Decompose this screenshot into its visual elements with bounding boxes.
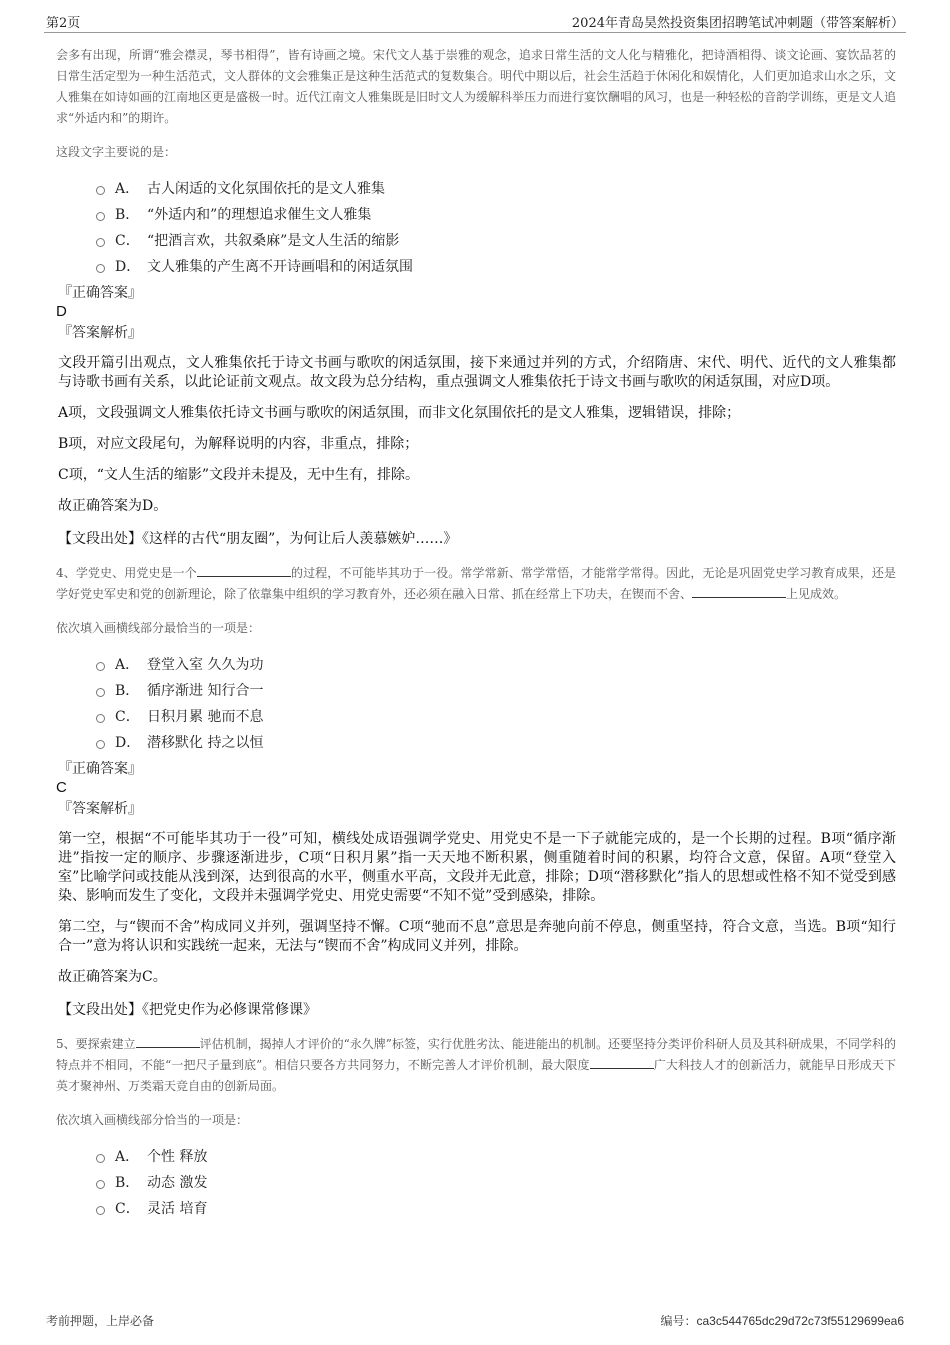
page-footer [44,1312,906,1330]
analysis-paragraph: 文段开篇引出观点，文人雅集依托于诗文书画与歌吹的闲适氛围，接下来通过并列的方式，介绍隋唐、宋代、明代、近代的文人雅集都与诗歌书画有关系，以此论证前文观点。故文段为总分结构，重点强调文人雅集依托于诗文书画与歌吹的闲适氛围，对应D项。 [58,355,896,390]
question-3 [56,45,896,549]
question-3-ask: 这段文字主要说的是： [56,145,177,159]
option-text: “把酒言欢，共叙桑麻”是文人生活的缩影 [147,233,400,249]
option-a[interactable]: A． 个性 释放 [96,1143,896,1169]
option-text: “外适内和”的理想追求催生文人雅集 [147,207,372,223]
question-5 [56,1034,896,1221]
question-3-options [96,175,896,279]
option-text: 潜移默化 持之以恒 [147,735,264,751]
question-3-passage: 会多有出现，所谓“雅会襟灵，琴书相得”，皆有诗画之境。宋代文人基于崇雅的观念，追求日常生活的文人化与精雅化，把诗酒相得、谈文论画、宴饮品茗的日常生活定型为一种生活范式，文人群体的文会雅集正是这种生活范式的复数集合。明代中期以后，社会生活趋于休闲化和娱情化，人们更加追求山水之乐，文人雅集在如诗如画的江南地区更是盛极一时。近代江南文人雅集既是旧时文人为缓解科举压力而进行宴饮酬唱的风习，也是一种轻松的音韵学训练，更是文人追求“外适内和”的期许。 [56,48,897,125]
option-b[interactable]: B． 动态 激发 [96,1169,896,1195]
radio-icon[interactable] [96,688,105,697]
option-text: 登堂入室 久久为功 [147,657,264,673]
source-label: 【文段出处】 [58,1002,142,1018]
option-b[interactable]: B． 循序渐进 知行合一 [96,677,896,703]
fill-blank[interactable] [590,1055,654,1069]
analysis-paragraph: 第二空，与“锲而不舍”构成同义并列，强调坚持不懈。C项“驰而不息”意思是奔驰向前不停息，侧重坚持，符合文意，当选。B项“知行合一”意为将认识和实践统一起来，无法与“锲而不舍”构成同义并列，排除。 [58,919,896,954]
source-title: 《把党史作为必修课常修课》 [142,1002,317,1018]
option-c[interactable]: C． 日积月累 驰而不息 [96,703,896,729]
radio-icon[interactable] [96,264,105,273]
analysis-paragraph: A项，文段强调文人雅集依托诗文书画与歌吹的闲适氛围，而非文化氛围依托的是文人雅集，逻辑错误，排除； [58,405,741,421]
option-text: 文人雅集的产生离不开诗画唱和的闲适氛围 [147,259,413,275]
fill-blank[interactable] [136,1034,200,1048]
radio-icon[interactable] [96,1180,105,1189]
question-4-ask: 依次填入画横线部分最恰当的一项是： [56,621,261,635]
analysis-paragraph: 故正确答案为D。 [58,498,168,514]
option-text: 动态 激发 [147,1175,208,1191]
radio-icon[interactable] [96,238,105,247]
document-code [660,1312,904,1329]
page-header [44,12,906,33]
answer-value: C [56,779,67,796]
option-a[interactable]: A． 古人闲适的文化氛围依托的是文人雅集 [96,175,896,201]
analysis-label: 『答案解析』 [58,325,142,341]
fill-blank[interactable] [692,584,786,598]
radio-icon[interactable] [96,1154,105,1163]
answer-label: 『正确答案』 [58,285,142,301]
option-b[interactable]: B． “外适内和”的理想追求催生文人雅集 [96,201,896,227]
question-4-passage: 4、学党史、用党史是一个 的过程，不可能毕其功于一役。常学常新、常学常悟，才能常学常得。因此，无论是巩固党史学习教育成果，还是学好党史军史和党的创新理论，除了依靠集中组织的学习教育外，还必须在融入日常、抓在经常上下功夫，在锲而不舍、 上见成效。 [56,563,896,605]
page-number: 第2页 [46,16,81,31]
option-text: 循序渐进 知行合一 [147,683,264,699]
analysis-paragraph: B项，对应文段尾句，为解释说明的内容，非重点，排除； [58,436,419,452]
radio-icon[interactable] [96,662,105,671]
source-label: 【文段出处】 [58,531,142,547]
analysis-label: 『答案解析』 [58,801,142,817]
analysis-paragraph: C项，“文人生活的缩影”文段并未提及，无中生有，排除。 [58,467,420,483]
radio-icon[interactable] [96,714,105,723]
analysis-paragraph: 第一空，根据“不可能毕其功于一役”可知，横线处成语强调学党史、用党史不是一下子就能完成的，是一个长期的过程。B项“循序渐进”指按一定的顺序、步骤逐渐进步，C项“日积月累”指一天天地不断积累，侧重随着时间的积累，均符合文意，保留。A项“登堂入室”比喻学问或技能从浅到深，达到很高的水平，侧重水平高，文段并无此意，排除；D项“潜移默化”指人的思想或性格不知不觉受到感染、影响而发生了变化，文段并未强调学党史、用党史需要“不知不觉”受到感染，排除。 [58,831,896,904]
radio-icon[interactable] [96,740,105,749]
footer-slogan: 考前押题，上岸必备 [46,1314,155,1328]
radio-icon[interactable] [96,1206,105,1215]
option-text: 个性 释放 [147,1149,208,1165]
option-text: 灵活 培育 [147,1201,208,1217]
fill-blank[interactable] [197,563,291,577]
question-5-passage: 5、要探索建立 评估机制，揭掉人才评价的“永久牌”标签，实行优胜劣汰、能进能出的机制。还要坚持分类评价科研人员及其科研成果，不同学科的特点并不相同，不能“一把尺子量到底”。相信只要各方共同努力，不断完善人才评价机制，最大限度 广大科技人才的创新活力，就能早日形成天下英才聚神州、万类霜天竞自由的创新局面。 [56,1034,896,1097]
question-4 [56,563,896,1020]
document-title: 2024年青岛昊然投资集团招聘笔试冲刺题（带答案解析） [571,16,904,31]
code-value: ca3c544765dc29d72c73f55129699ea6 [696,1314,904,1328]
passage-source [58,530,896,549]
answer-value: D [56,303,67,320]
option-c[interactable]: C． 灵活 培育 [96,1195,896,1221]
option-c[interactable]: C． “把酒言欢，共叙桑麻”是文人生活的缩影 [96,227,896,253]
radio-icon[interactable] [96,186,105,195]
code-label: 编号： [660,1314,697,1328]
option-d[interactable]: D． 文人雅集的产生离不开诗画唱和的闲适氛围 [96,253,896,279]
question-5-ask: 依次填入画横线部分恰当的一项是： [56,1113,249,1127]
option-d[interactable]: D． 潜移默化 持之以恒 [96,729,896,755]
option-a[interactable]: A． 登堂入室 久久为功 [96,651,896,677]
option-text: 古人闲适的文化氛围依托的是文人雅集 [147,181,385,197]
question-4-options [96,651,896,755]
passage-source [58,1001,896,1020]
radio-icon[interactable] [96,212,105,221]
option-text: 日积月累 驰而不息 [147,709,264,725]
answer-label: 『正确答案』 [58,761,142,777]
question-5-options [96,1143,896,1221]
analysis-paragraph: 故正确答案为C。 [58,969,167,985]
main-content [56,45,896,1221]
source-title: 《这样的古代“朋友圈”，为何让后人羡慕嫉妒……》 [142,531,458,547]
